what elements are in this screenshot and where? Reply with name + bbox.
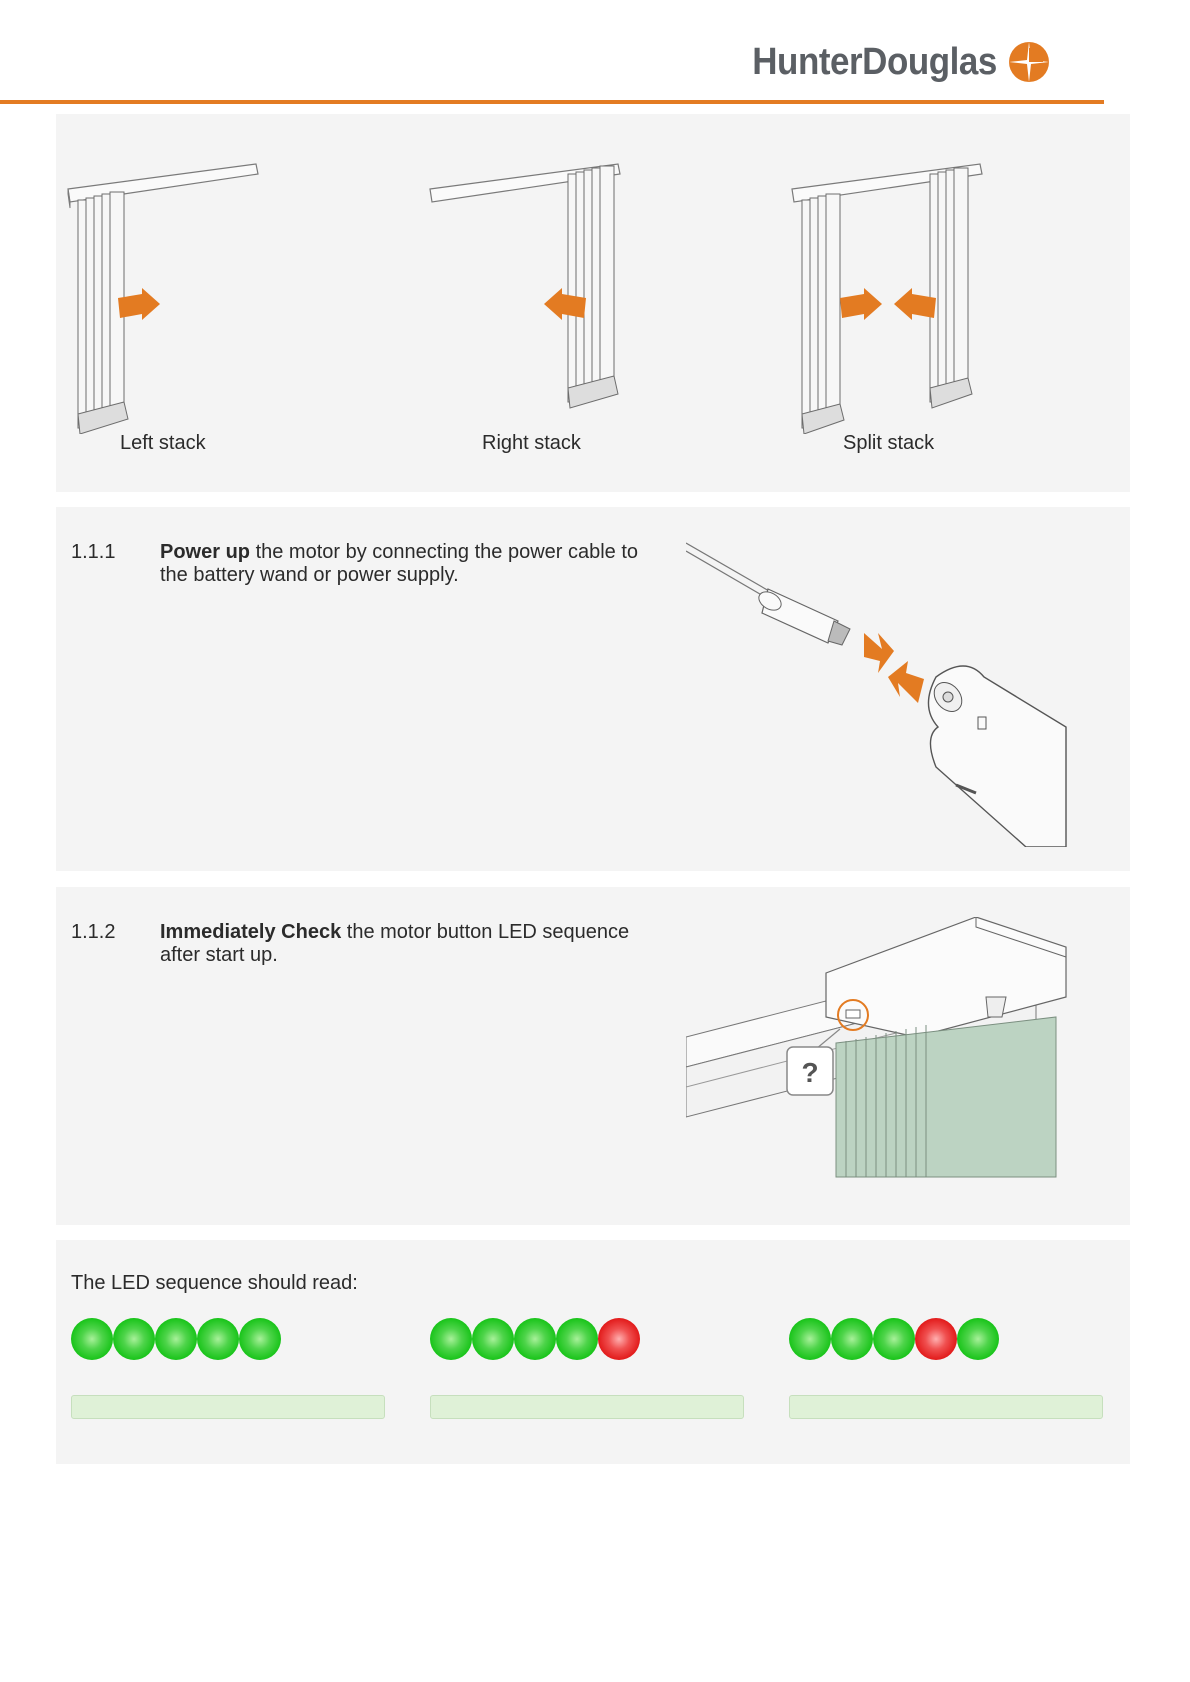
led-green [197,1318,239,1360]
led-sequence-2 [430,1318,640,1360]
stack-types-panel [56,114,1130,492]
page-header [0,0,1190,104]
step-bold: Immediately Check [160,921,342,943]
step-2-panel [56,887,1130,1225]
step-text [160,541,660,587]
step-text [160,921,660,967]
split-stack-illustration [790,144,1010,434]
motor-led-illustration [686,917,1086,1207]
brand [731,40,1051,84]
led-intro: The LED sequence should read: [71,1272,358,1294]
led-green [873,1318,915,1360]
step-number: 1.1.1 [71,541,116,563]
svg-text:?: ? [801,1057,819,1088]
left-stack-illustration [66,144,286,434]
stack-label-left: Left stack [120,432,206,454]
led-green [514,1318,556,1360]
stack-label-right: Right stack [482,432,581,454]
led-green [831,1318,873,1360]
step-1-panel [56,507,1130,871]
led-sequence-1 [71,1318,281,1360]
led-green [430,1318,472,1360]
orange-arrow-left-icon [888,661,924,703]
led-green [239,1318,281,1360]
right-stack-illustration [428,144,648,434]
stack-label-split: Split stack [843,432,935,454]
led-red [915,1318,957,1360]
led-green [71,1318,113,1360]
orange-arrow-right-icon [864,633,894,673]
step-body: the motor by connecting the power cable to the battery wand or power supply. [160,541,639,586]
led-green [957,1318,999,1360]
led-sequence-panel [56,1240,1130,1464]
power-cable-illustration [686,537,1086,847]
step-bold: Power up [160,541,251,563]
led-result-bar [71,1395,385,1419]
led-green [789,1318,831,1360]
led-green [556,1318,598,1360]
step-number: 1.1.2 [71,921,116,943]
led-green [113,1318,155,1360]
led-result-bar [789,1395,1103,1419]
led-sequence-3 [789,1318,999,1360]
orange-arrow-right-icon [840,288,882,320]
led-green [472,1318,514,1360]
brand-name: HunterDouglas [752,40,997,83]
led-green [155,1318,197,1360]
hunterdouglas-logo-icon [1007,40,1051,84]
led-result-bar [430,1395,744,1419]
step-body: the motor button LED sequence after start up. [160,921,630,966]
led-red [598,1318,640,1360]
header-rule [0,100,1104,104]
